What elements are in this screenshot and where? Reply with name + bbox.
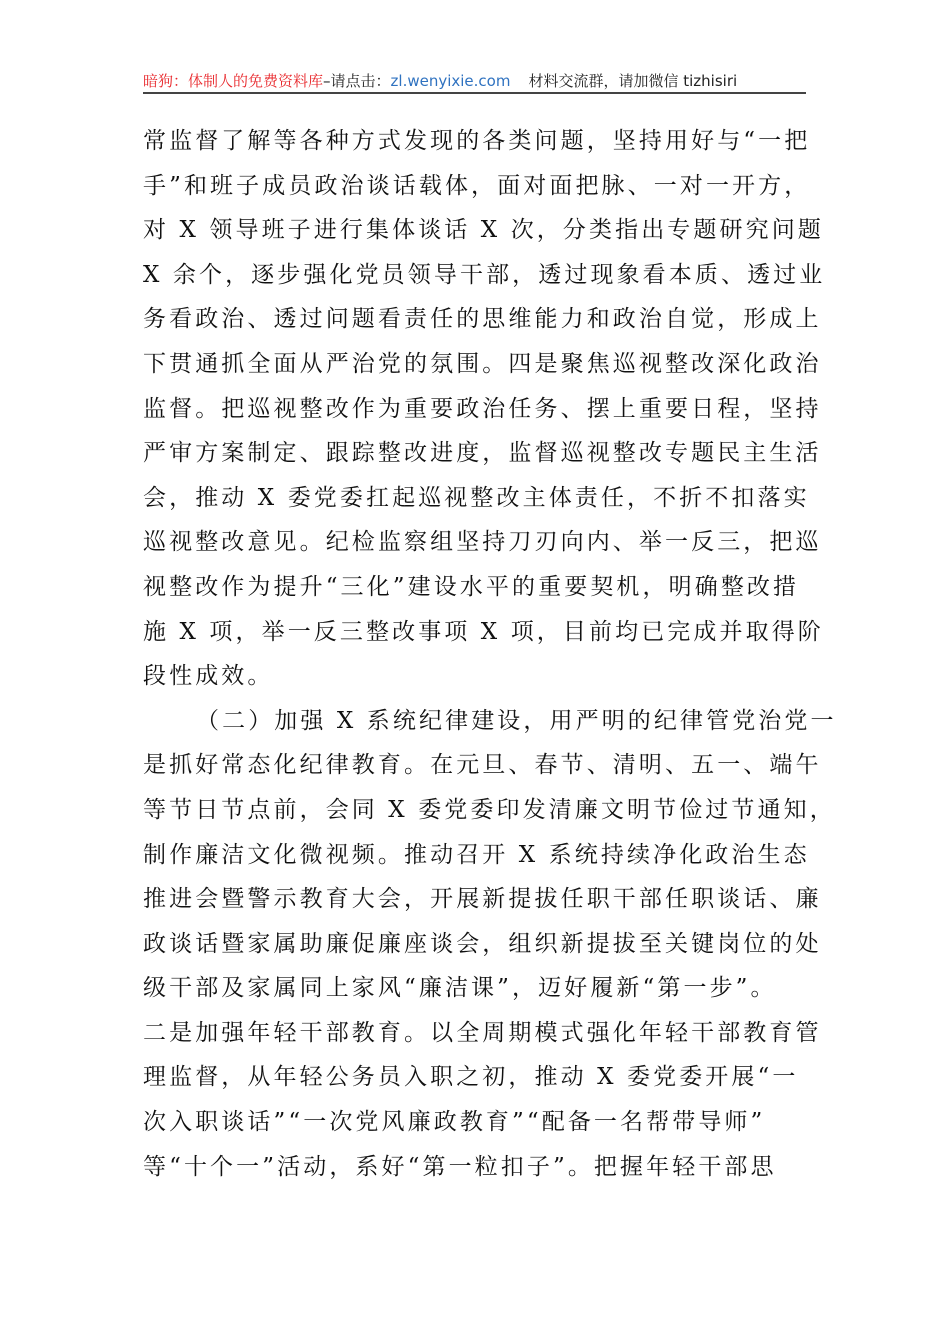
text-line: 等节日节点前，会同 X 委党委印发清廉文明节俭过节通知， — [143, 796, 836, 823]
text-line: 下贯通抓全面从严治党的氛围。四是聚焦巡视整改深化政治 — [143, 350, 822, 377]
header-wechat-note: 材料交流群，请加微信 tizhisiri — [528, 72, 738, 90]
text-line: 视整改作为提升“三化”建设水平的重要契机，明确整改措 — [143, 573, 800, 600]
text-line: 巡视整改意见。纪检监察组坚持刀刃向内、举一反三，把巡 — [143, 529, 822, 556]
text-line: 次入职谈话”“一次党风廉政教育”“配备一名帮带导师” — [143, 1109, 766, 1136]
header-prompt: –请点击： — [323, 72, 391, 90]
watermark-header — [143, 70, 806, 92]
text-line: 手”和班子成员政治谈话载体，面对面把脉、一对一开方， — [143, 172, 811, 199]
text-line: 对 X 领导班子进行集体谈话 X 次，分类指出专题研究问题 — [143, 217, 824, 244]
document-body — [143, 119, 837, 1189]
section-heading-line: （二）加强 X 系统纪律建设，用严明的纪律管党治党一 — [196, 707, 837, 734]
text-line: 监督。把巡视整改作为重要政治任务、摆上重要日程，坚持 — [143, 395, 822, 422]
text-line: 推进会暨警示教育大会，开展新提拔任职干部任职谈话、廉 — [143, 886, 822, 913]
text-line: 常监督了解等各种方式发现的各类问题，坚持用好与“一把 — [143, 128, 811, 154]
text-line: 制作廉洁文化微视频。推动召开 X 系统持续净化政治生态 — [143, 841, 810, 868]
text-line: 二是加强年轻干部教育。以全周期模式强化年轻干部教育管 — [143, 1019, 822, 1046]
text-line: 严审方案制定、跟踪整改进度，监督巡视整改专题民主生活 — [143, 440, 822, 467]
text-line: 会，推动 X 委党委扛起巡视整改主体责任，不折不扣落实 — [143, 484, 810, 511]
text-line: 级干部及家属同上家风“廉洁课”，迈好履新“第一步”。 — [143, 975, 777, 1002]
text-line: 务看政治、透过问题看责任的思维能力和政治自觉，形成上 — [143, 306, 822, 333]
header-divider — [143, 92, 806, 94]
text-line: 施 X 项，举一反三整改事项 X 项，目前均已完成并取得阶 — [143, 618, 824, 645]
text-line: 等“十个一”活动，系好“第一粒扣子”。把握年轻干部思 — [143, 1153, 777, 1180]
text-line: 是抓好常态化纪律教育。在元旦、春节、清明、五一、端午 — [143, 752, 822, 779]
text-line: X 余个，逐步强化党员领导干部，透过现象看本质、透过业 — [143, 261, 826, 288]
text-line: 段性成效。 — [143, 663, 274, 690]
text-line: 理监督，从年轻公务员入职之初，推动 X 委党委开展“一 — [143, 1064, 799, 1091]
header-url-link[interactable]: zl.wenyixie.com — [390, 72, 511, 90]
text-line: 政谈话暨家属助廉促廉座谈会，组织新提拔至关键岗位的处 — [143, 930, 822, 957]
header-brand: 暗狗：体制人的免费资料库 — [143, 72, 324, 90]
